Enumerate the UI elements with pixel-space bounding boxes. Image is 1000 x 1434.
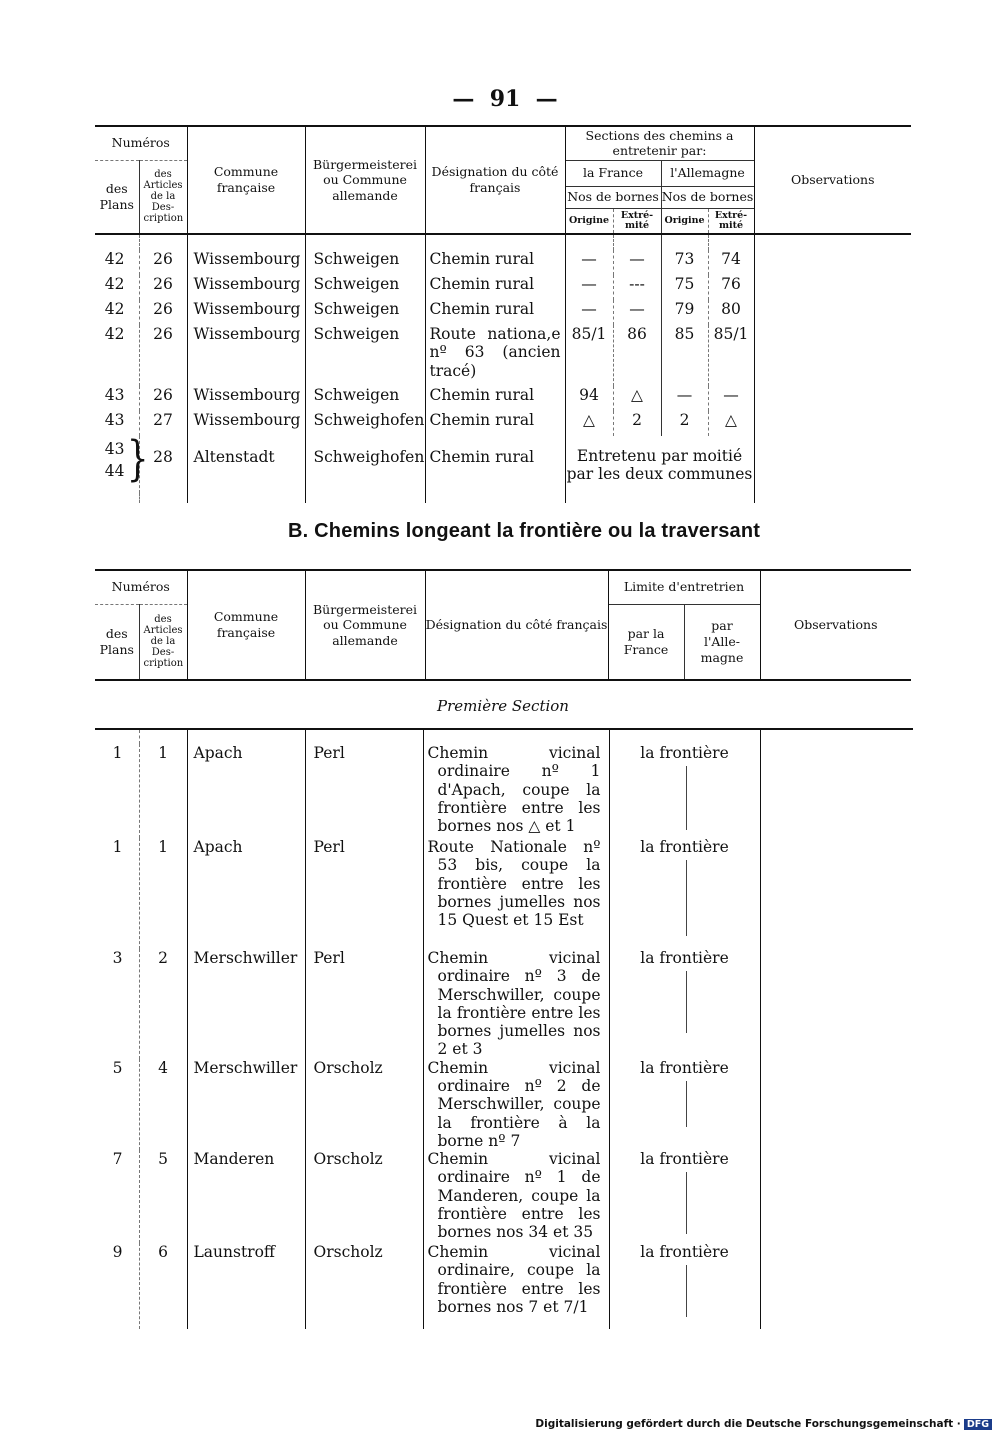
header-la-france: la France [565, 160, 661, 186]
cell-designation: Route Nationale nº 53 bis, coupe la frontière entre les bornes jumelles nos 15 Quest et 15 Est [423, 838, 609, 949]
cell-limite [609, 949, 760, 1059]
cell-buerger: Perl [305, 838, 423, 949]
cell-limite [609, 1243, 760, 1329]
cell-france-extremite: — [613, 250, 661, 275]
cell-plan-group [95, 431, 149, 493]
table-row [95, 1059, 911, 1150]
table-a [95, 125, 911, 503]
cell-plan: 42 [104, 325, 125, 343]
cell-designation: Chemin rural [425, 300, 565, 325]
dash-right: — [535, 86, 558, 112]
cell-commune: Wissembourg [187, 411, 305, 436]
header-sections: Sections des chemins a entretenir par: [565, 126, 754, 160]
cell-plan: 7 [112, 1150, 123, 1169]
cell-plan-a: 43 [104, 440, 125, 458]
header-observations: Observations [760, 570, 911, 680]
header-des-articles: des Articles de la Des-cription [139, 604, 187, 680]
header-designation: Désignation du côté français [425, 126, 565, 234]
cell-article: 27 [139, 411, 187, 436]
cell-allemagne-origine: 2 [661, 411, 708, 436]
cell-buerger: Schweigen [305, 386, 425, 411]
cell-commune: Merschwiller [187, 1059, 305, 1150]
table-row [95, 325, 911, 386]
cell-commune: Launstroff [187, 1243, 305, 1329]
cell-limite [609, 1150, 760, 1243]
cell-commune: Apach [187, 744, 305, 838]
limite-text: la frontière [640, 838, 729, 856]
header-allemagne: l'Allemagne [661, 160, 754, 186]
table-b-header [95, 569, 911, 681]
cell-buerger: Orscholz [305, 1243, 423, 1329]
cell-allemagne-origine: 79 [661, 300, 708, 325]
cell-allemagne-origine: — [661, 386, 708, 411]
cell-plan-b: 44 [104, 462, 125, 481]
cell-designation: Chemin rural [425, 411, 565, 436]
table-row [95, 411, 911, 436]
cell-article: 1 [139, 838, 187, 949]
header-buergermeisterei: Bürgermeisterei ou Commune allemande [305, 570, 425, 680]
cell-designation: Chemin rural [425, 275, 565, 300]
cell-allemagne-extremite: 85/1 [708, 325, 754, 386]
header-par-france: par la France [608, 604, 684, 680]
cell-plan: 43 [104, 411, 125, 429]
header-designation: Désignation du côté français [425, 570, 608, 680]
cell-commune: Wissembourg [187, 300, 305, 325]
cell-commune: Wissembourg [187, 250, 305, 275]
cell-observations [760, 1243, 911, 1329]
table-row [95, 1243, 911, 1329]
cell-designation: Chemin vicinal ordinaire nº 1 de Manderen, coupe la frontière entre les bornes nos 34 et 35 [423, 1150, 609, 1243]
cell-maintenance-note [565, 436, 754, 493]
cell-france-extremite: 86 [613, 325, 661, 386]
cell-limite [609, 838, 760, 949]
header-numeros: Numéros [95, 570, 187, 604]
header-par-allemagne: par l'Alle-magne [684, 604, 760, 680]
cell-buerger: Schweigen [305, 325, 425, 386]
cell-france-extremite: △ [613, 386, 661, 411]
cell-buerger: Orscholz [305, 1059, 423, 1150]
cell-buerger: Schweighofen [305, 436, 425, 493]
cell-article: 26 [139, 325, 187, 386]
table-row [95, 1150, 911, 1243]
footer [535, 1418, 992, 1430]
limite-text: la frontière [640, 1243, 729, 1262]
dash-left: — [452, 86, 475, 112]
cell-designation: Chemin vicinal ordinaire nº 1 d'Apach, coupe la frontière entre les bornes nos △ et 1 [423, 744, 609, 838]
cell-buerger: Perl [305, 744, 423, 838]
header-origine-france: Origine [565, 208, 613, 234]
header-nos-bornes-france: Nos de bornes [565, 186, 661, 208]
header-origine-allemagne: Origine [661, 208, 708, 234]
cell-observations [760, 1059, 911, 1150]
cell-allemagne-origine: 75 [661, 275, 708, 300]
cell-article: 26 [139, 300, 187, 325]
cell-plan: 42 [104, 300, 125, 318]
cell-france-origine: — [565, 300, 613, 325]
footer-text: Digitalisierung gefördert durch die Deutsche Forschungsgemeinschaft · [535, 1418, 961, 1430]
cell-commune: Wissembourg [187, 386, 305, 411]
cell-observations [754, 386, 911, 411]
table-row [95, 744, 911, 838]
limite-text: la frontière [640, 1150, 729, 1169]
cell-buerger: Schweigen [305, 300, 425, 325]
cell-buerger: Schweigen [305, 275, 425, 300]
cell-plan: 43 [104, 386, 125, 404]
dfg-logo: DFG [964, 1419, 992, 1430]
cell-article: 1 [139, 744, 187, 838]
cell-designation: Chemin vicinal ordinaire, coupe la frontière entre les bornes nos 7 et 7/1 [423, 1243, 609, 1329]
cell-france-origine: △ [565, 411, 613, 436]
cell-france-origine: — [565, 250, 613, 275]
header-buergermeisterei: Bürgermeisterei ou Commune allemande [305, 126, 425, 234]
header-limite: Limite d'entretrien [608, 570, 760, 604]
cell-plan: 3 [112, 949, 123, 967]
cell-allemagne-extremite: — [708, 386, 754, 411]
cell-plan: 42 [104, 250, 125, 268]
cell-commune: Wissembourg [187, 275, 305, 300]
cell-designation: Chemin vicinal ordinaire nº 3 de Merschwiller, coupe la frontière entre les bornes jumelles nos 2 et 3 [423, 949, 609, 1059]
header-numeros: Numéros [95, 126, 187, 160]
cell-article: 4 [139, 1059, 187, 1150]
cell-france-origine: 94 [565, 386, 613, 411]
cell-france-extremite: 2 [613, 411, 661, 436]
cell-allemagne-extremite: 76 [708, 275, 754, 300]
cell-observations [754, 325, 911, 386]
table-row [95, 838, 911, 949]
cell-plan: 42 [104, 275, 125, 293]
header-commune: Commune française [187, 570, 305, 680]
cell-designation: Route nationa,e nº 63 (ancien tracé) [425, 325, 565, 386]
table-row [95, 300, 911, 325]
cell-allemagne-origine: 85 [661, 325, 708, 386]
cell-observations [754, 250, 911, 275]
cell-plan: 1 [112, 838, 123, 856]
cell-article: 6 [139, 1243, 187, 1329]
cell-buerger: Orscholz [305, 1150, 423, 1243]
section-label: Première Section [437, 697, 569, 715]
cell-observations [754, 436, 911, 493]
brace: } [126, 431, 149, 487]
cell-allemagne-extremite: 74 [708, 250, 754, 275]
cell-buerger: Perl [305, 949, 423, 1059]
header-observations: Observations [754, 126, 911, 234]
table-row [95, 250, 911, 275]
cell-commune: Merschwiller [187, 949, 305, 1059]
cell-commune: Wissembourg [187, 325, 305, 386]
cell-commune: Manderen [187, 1150, 305, 1243]
cell-article: 28 [139, 436, 187, 493]
header-des-articles: des Articles de la Des-cription [139, 160, 187, 234]
cell-observations [760, 1150, 911, 1243]
cell-article: 26 [139, 250, 187, 275]
cell-france-origine: 85/1 [565, 325, 613, 386]
cell-allemagne-origine: 73 [661, 250, 708, 275]
cell-france-extremite: — [613, 300, 661, 325]
header-nos-bornes-allemagne: Nos de bornes [661, 186, 754, 208]
page-number-line [440, 86, 570, 112]
cell-designation: Chemin rural [425, 250, 565, 275]
limite-text: la frontière [640, 1058, 729, 1077]
header-extremite-allemagne: Extré-mité [708, 208, 754, 234]
cell-limite [609, 1059, 760, 1150]
header-des-plans: des Plans [95, 160, 139, 234]
cell-plan: 5 [112, 1058, 123, 1077]
cell-article: 26 [139, 386, 187, 411]
cell-allemagne-extremite: 80 [708, 300, 754, 325]
cell-article: 26 [139, 275, 187, 300]
cell-observations [760, 838, 911, 949]
cell-limite [609, 744, 760, 838]
cell-observations [754, 275, 911, 300]
header-extremite-france: Extré-mité [613, 208, 661, 234]
cell-plan: 1 [112, 744, 123, 762]
cell-designation: Chemin rural [425, 436, 565, 493]
cell-observations [754, 300, 911, 325]
cell-observations [760, 949, 911, 1059]
cell-article: 2 [139, 949, 187, 1059]
cell-commune: Apach [187, 838, 305, 949]
limite-text: la frontière [640, 744, 729, 762]
table-row [95, 386, 911, 411]
section-b-title: B. Chemins longeant la frontière ou la traversant [288, 520, 761, 542]
cell-france-origine: — [565, 275, 613, 300]
table-b [95, 730, 911, 1329]
cell-allemagne-extremite: △ [708, 411, 754, 436]
cell-buerger: Schweigen [305, 250, 425, 275]
header-commune: Commune française [187, 126, 305, 234]
cell-buerger: Schweighofen [305, 411, 425, 436]
cell-designation: Chemin vicinal ordinaire nº 2 de Merschwiller, coupe la frontière à la borne nº 7 [423, 1059, 609, 1150]
header-des-plans: des Plans [95, 604, 139, 680]
cell-france-extremite: --- [613, 275, 661, 300]
table-row [95, 275, 911, 300]
cell-article: 5 [139, 1150, 187, 1243]
cell-observations [760, 744, 911, 838]
note-line-1: Entretenu par moitié [576, 447, 743, 465]
cell-designation: Chemin rural [425, 386, 565, 411]
cell-observations [754, 411, 911, 436]
note-line-2: par les deux communes [566, 464, 753, 483]
limite-text: la frontière [640, 949, 729, 967]
page-number: 91 [489, 86, 521, 112]
cell-commune: Altenstadt [187, 436, 305, 493]
cell-plan: 9 [112, 1243, 123, 1262]
table-row [95, 436, 911, 493]
table-row [95, 949, 911, 1059]
